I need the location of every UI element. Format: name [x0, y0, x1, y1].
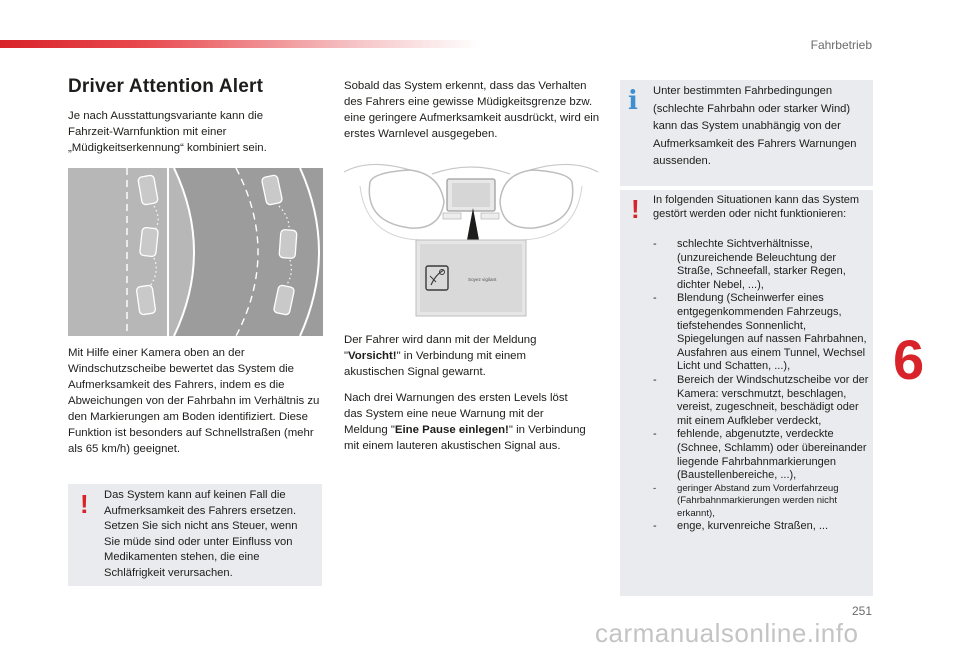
disturbance-intro: In folgenden Situationen kann das System gestört werden oder nicht funktionieren: [653, 194, 860, 220]
list-item: - enge, kurvenreiche Straßen, ... [653, 520, 829, 533]
second-warning-text: Nach drei Warnungen des ersten Levels löst das System eine neue Warnung mit der Meldung "Eine Pause einlegen!" in Verbindung mit einem lauteren akustischen Signal aus. [344, 392, 586, 452]
section-title: Fahrbetrieb [810, 38, 872, 52]
list-item: - schlechte Sichtverhältnisse, (unzureichende Beleuchtung der Straße, Schneefall, starker Regen, dichter Nebel, ...), [653, 238, 846, 291]
list-item: - fehlende, abgenutzte, verdeckte (Schnee, Schlamm) oder übereinander liegende Fahrbahnmarkierungen (Baustellenbereiche, ...), [653, 428, 867, 482]
camera-description: Mit Hilfe einer Kamera oben an der Windschutzscheibe bewertet das System die Aufmerksamkeit des Fahrers, indem es die Abweichungen von der Fahrbahn im Verhältnis zu den Markierungen am Boden identifiziert. Diese Funktion ist besonders auf Schnellstraßen (mehr als 65 km/h) geeignet. [68, 347, 320, 455]
first-warning-text: Der Fahrer wird dann mit der Meldung "Vorsicht!" in Verbindung mit einem akustischen Signal gewarnt. [344, 334, 537, 378]
page-title: Driver Attention Alert [68, 76, 264, 97]
watermark: carmanualsonline.info [595, 618, 859, 648]
chapter-number: 6 [893, 328, 925, 391]
list-item: - geringer Abstand zum Vorderfahrzeug (Fahrbahnmarkierungen werden nicht erkannt), [653, 482, 839, 519]
display-message: Soyez vigilant [468, 277, 497, 282]
disturbance-list [653, 238, 871, 534]
list-item: - Blendung (Scheinwerfer eines entgegenkommenden Fahrzeugs, tiefstehendes Sonnenlicht, Spiegelungen auf nassen Fahrbahnen, Ausfahren aus einem Tunnel, Wechsel Licht und Schatten, ...), [653, 292, 867, 373]
info-icon: i [628, 86, 638, 116]
warning-left-text: Das System kann auf keinen Fall die Aufmerksamkeit des Fahrers ersetzen. Setzen Sie sich nicht ans Steuer, wenn Sie müde sind oder unter Einfluss von Medikamenten stehen, die eine Schläfrigkeit verursachen. [104, 489, 298, 579]
page-number: 251 [851, 604, 872, 618]
intro-text: Je nach Ausstattungsvariante kann die Fahrzeit-Warnfunktion mit einer „Müdigkeitserkennung“ kombiniert sein. [68, 110, 267, 154]
instrument-cluster-illustration [340, 152, 602, 324]
header-accent-bar [0, 40, 480, 48]
first-level-text: Sobald das System erkennt, dass das Verhalten des Fahrers eine gewisse Müdigkeitsgrenze bzw. eine geringere Aufmerksamkeit ausdrückt, wird ein erstes Warnlevel ausgegeben. [344, 80, 600, 140]
info-box-text: Unter bestimmten Fahrbedingungen (schlechte Fahrbahn oder starker Wind) kann das System unabhängig von der Aufmerksamkeit des Fahrers Warnungen aussenden. [653, 85, 857, 167]
warning-exclamation-icon: ! [631, 194, 640, 224]
list-item: - Bereich der Windschutzscheibe vor der Kamera: verschmutzt, beschlagen, vereist, zugeschneit, beschädigt oder mit einem Aufkleber verdeckt, [653, 373, 869, 427]
warning-exclamation-icon: ! [80, 489, 89, 519]
lane-drift-illustration [68, 168, 323, 336]
